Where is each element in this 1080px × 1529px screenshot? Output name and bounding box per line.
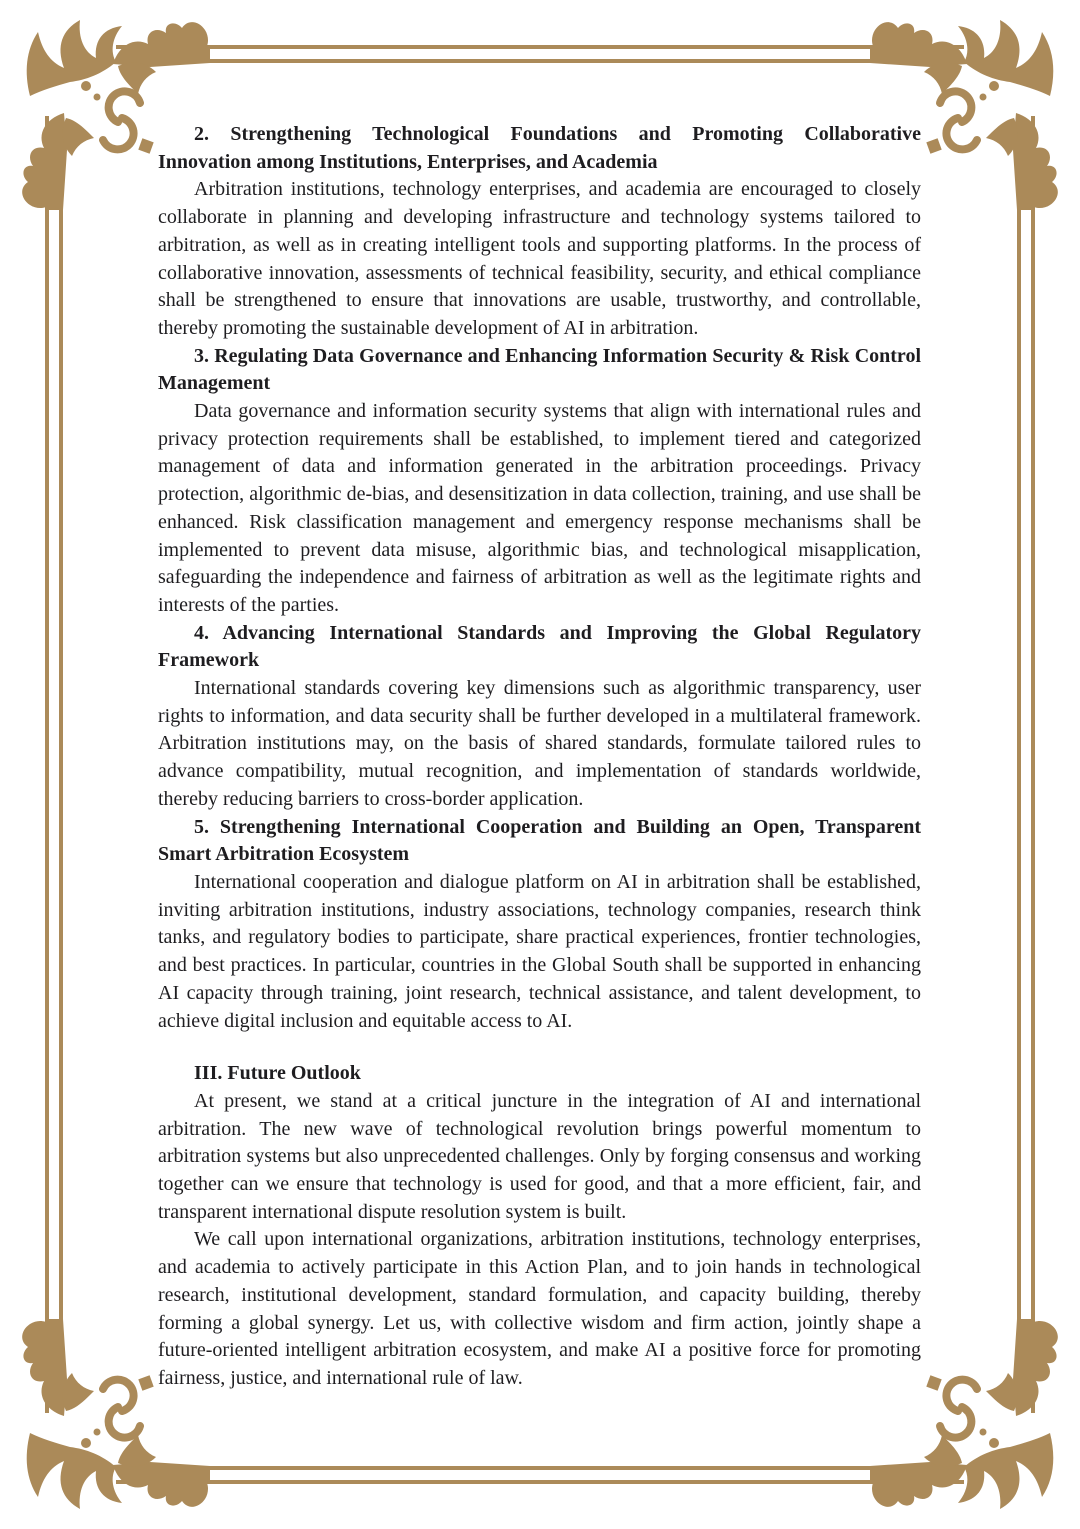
section-2-paragraph: Arbitration institutions, technology enterprises, and academia are encouraged to closely collaborate in planning and developing infrastructure and technology systems tailored to arbitration, as well as in creating intelligent tools and supporting platforms. In the process of collaborative innovation, assessments of technical feasibility, security, and ethical compliance shall be strengthened to ensure that innovations are usable, trustworthy, and controllable, thereby promoting the sustainable development of AI in arbitration.	[158, 178, 921, 339]
frame-line-right-inner	[1017, 198, 1021, 1332]
section-3-paragraph: Data governance and information security systems that align with international rules and privacy protection requirements shall be established, to implement tiered and categorized management of data and information generated in the arbitration proceedings. Privacy protection, algorithmic de-bias, and desensitization in data collection, training, and use shall be enhanced. Risk classification management and emergency response mechanisms shall be implemented to prevent data misuse, algorithmic bias, and technological misapplication, safeguarding the independence and fairness of arbitration as well as the legitimate rights and interests of the parties.	[158, 400, 921, 616]
frame-line-bottom-inner	[198, 1466, 882, 1470]
frame-line-right-outer	[1031, 198, 1035, 1332]
section-heading-4: 4. Advancing International Standards and Improving the Global Regulatory Framework	[158, 621, 921, 672]
future-outlook-heading: III. Future Outlook	[194, 1062, 361, 1085]
document-body	[158, 121, 921, 1393]
section-5-paragraph: International cooperation and dialogue platform on AI in arbitration shall be established, inviting arbitration institutions, industry associations, technology companies, research think tanks, and regulatory bodies to participate, share practical experiences, frontier technologies, and best practices. In particular, countries in the Global South shall be supported in enhancing AI capacity through training, joint research, technical assistance, and talent development, to achieve digital inclusion and equitable access to AI.	[158, 870, 921, 1032]
section-heading-5: 5. Strengthening International Cooperation and Building an Open, Transparent Smart Arbitration Ecosystem	[158, 815, 921, 866]
frame-line-top-outer	[198, 45, 882, 49]
frame-line-left-outer	[45, 198, 49, 1332]
section-heading-3: 3. Regulating Data Governance and Enhancing Information Security & Risk Control Management	[158, 344, 921, 395]
future-outlook-paragraph-1: At present, we stand at a critical juncture in the integration of AI and international arbitration. The new wave of technological revolution brings powerful momentum to arbitration systems but also unprecedented challenges. Only by forging consensus and working together can we ensure that technology is used for good, and that a more efficient, fair, and transparent international dispute resolution system is built.	[158, 1089, 921, 1223]
frame-line-left-inner	[59, 198, 63, 1332]
future-outlook-paragraph-2: We call upon international organizations, arbitration institutions, technology enterprises, and academia to actively participate in this Action Plan, and to join hands in technological research, institutional development, standard formulation, and capacity building, thereby forming a global synergy. Let us, with collective wisdom and firm action, jointly shape a future-oriented intelligent arbitration ecosystem, and make AI a positive force for promoting fairness, justice, and international rule of law.	[158, 1228, 921, 1389]
section-heading-2: 2. Strengthening Technological Foundations and Promoting Collaborative Innovation among Institutions, Enterprises, and Academia	[158, 123, 921, 173]
frame-line-bottom-outer	[198, 1480, 882, 1484]
frame-line-top-inner	[198, 59, 882, 63]
section-4-paragraph: International standards covering key dimensions such as algorithmic transparency, user rights to information, and data security shall be further developed in a multilateral framework. Arbitration institutions may, on the basis of shared standards, formulate tailored rules to advance compatibility, mutual recognition, and implementation of standards worldwide, thereby reducing barriers to cross-border application.	[158, 677, 921, 810]
